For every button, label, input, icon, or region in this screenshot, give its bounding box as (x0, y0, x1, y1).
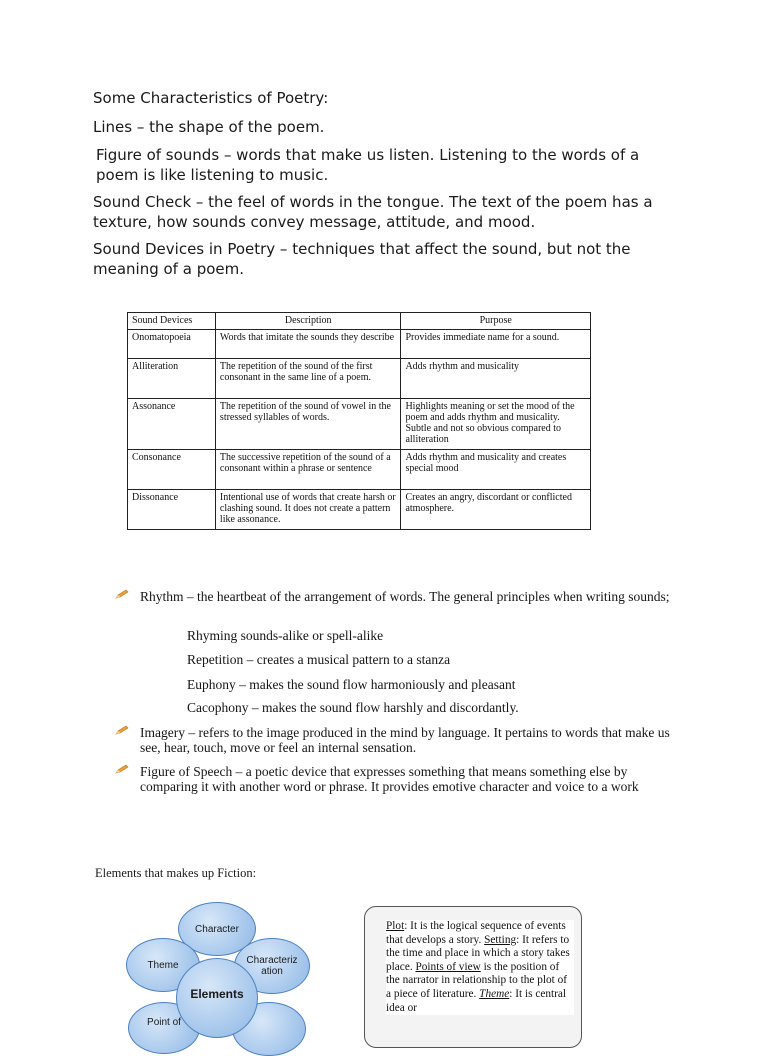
bubble-pov-label: Point of (147, 1017, 181, 1028)
bullet-figure-text: Figure of Speech – a poetic device that expresses something that means something else by comparing it with another word or phrase. It provides emotive character and voice to a work (140, 764, 639, 794)
table-cell: Assonance (128, 399, 216, 450)
label-line: ation (261, 966, 283, 977)
def-points-of-view: is the position of the narrator in relationship to the plot of a piece of literature. (386, 960, 568, 1000)
table-cell: The repetition of the sound of vowel in the stressed syllables of words. (215, 399, 401, 450)
bullet-imagery (118, 725, 678, 755)
bubble-character-label: Character (195, 923, 239, 935)
table-row (128, 330, 591, 359)
sub-item-repetition: Repetition – creates a musical pattern to a stanza (187, 652, 451, 667)
table-row (128, 359, 591, 399)
intro-heading: Some Characteristics of Poetry: (93, 89, 329, 107)
pencil-icon (115, 725, 129, 735)
term-plot: Plot (386, 920, 405, 932)
bubble-center-label: Elements (190, 987, 244, 1001)
pencil-icon (115, 589, 129, 599)
table-cell: Highlights meaning or set the mood of the poem and adds rhythm and musicality. Subtle and not so obvious compared to alliteration (401, 399, 591, 450)
table-cell: Words that imitate the sounds they describe (215, 330, 401, 359)
def-plot: : It is the logical sequence of events that develops a story. (386, 920, 566, 946)
fiction-heading: Elements that makes up Fiction: (95, 866, 257, 880)
bullet-rhythm (118, 589, 678, 604)
table-header-cell: Purpose (401, 313, 591, 330)
table-header-row (128, 313, 591, 330)
sub-item-cacophony: Cacophony – makes the sound flow harshly and discordantly. (187, 700, 519, 715)
term-points-of-view: Points of view (415, 960, 481, 973)
intro-sound-devices: Sound Devices in Poetry – techniques that affect the sound, but not the meaning of a poem. (93, 240, 631, 278)
sub-item-rhyming: Rhyming sounds-alike or spell-alike (187, 628, 384, 643)
table-cell: The repetition of the sound of the first consonant in the same line of a poem. (215, 359, 401, 399)
term-setting: Setting (484, 933, 517, 946)
definitions-text (386, 920, 574, 1015)
table-row (128, 490, 591, 530)
table-cell: Alliteration (128, 359, 216, 399)
table-cell: Intentional use of words that create harsh or clashing sound. It does not create a pattern like assonance. (215, 490, 401, 530)
bubble-theme-label: Theme (147, 959, 179, 971)
term-theme: Theme (479, 987, 510, 1000)
label-line: Characteriz (246, 955, 298, 966)
table-cell: Dissonance (128, 490, 216, 530)
intro-sound-check: Sound Check – the feel of words in the tongue. The text of the poem has a texture, how sounds convey message, attitude, and mood. (93, 193, 653, 231)
table-row (128, 450, 591, 490)
table-cell: Adds rhythm and musicality and creates special mood (401, 450, 591, 490)
table-cell: Consonance (128, 450, 216, 490)
table-header-cell: Description (215, 313, 401, 330)
intro-figure-of-sounds: Figure of sounds – words that make us listen. Listening to the words of a poem is like listening to music. (96, 146, 640, 184)
def-theme: : It is central idea or (386, 987, 567, 1014)
table-cell: Adds rhythm and musicality (401, 359, 591, 399)
table-row (128, 399, 591, 450)
bullet-figure-of-speech (118, 764, 678, 794)
pencil-icon (115, 764, 129, 774)
table-header-cell: Sound Devices (128, 313, 216, 330)
bubble-elements-center (176, 958, 258, 1038)
bullet-imagery-text: Imagery – refers to the image produced in the mind by language. It pertains to words that make us see, hear, touch, move or feel an internal sensation. (140, 725, 670, 755)
table-cell: Onomatopoeia (128, 330, 216, 359)
sound-devices-table (127, 312, 591, 530)
table-cell: The successive repetition of the sound of a consonant within a phrase or sentence (215, 450, 401, 490)
bubble-characterization-label (246, 955, 297, 977)
bullet-rhythm-text: Rhythm – the heartbeat of the arrangement of words. The general principles when writing sounds; (140, 589, 670, 604)
def-setting: : It refers to the time and place in which a story takes place. (386, 933, 570, 973)
sub-item-euphony: Euphony – makes the sound flow harmoniously and pleasant (187, 677, 516, 692)
table-cell: Provides immediate name for a sound. (401, 330, 591, 359)
intro-lines: Lines – the shape of the poem. (93, 118, 325, 136)
table-cell: Creates an angry, discordant or conflicted atmosphere. (401, 490, 591, 530)
